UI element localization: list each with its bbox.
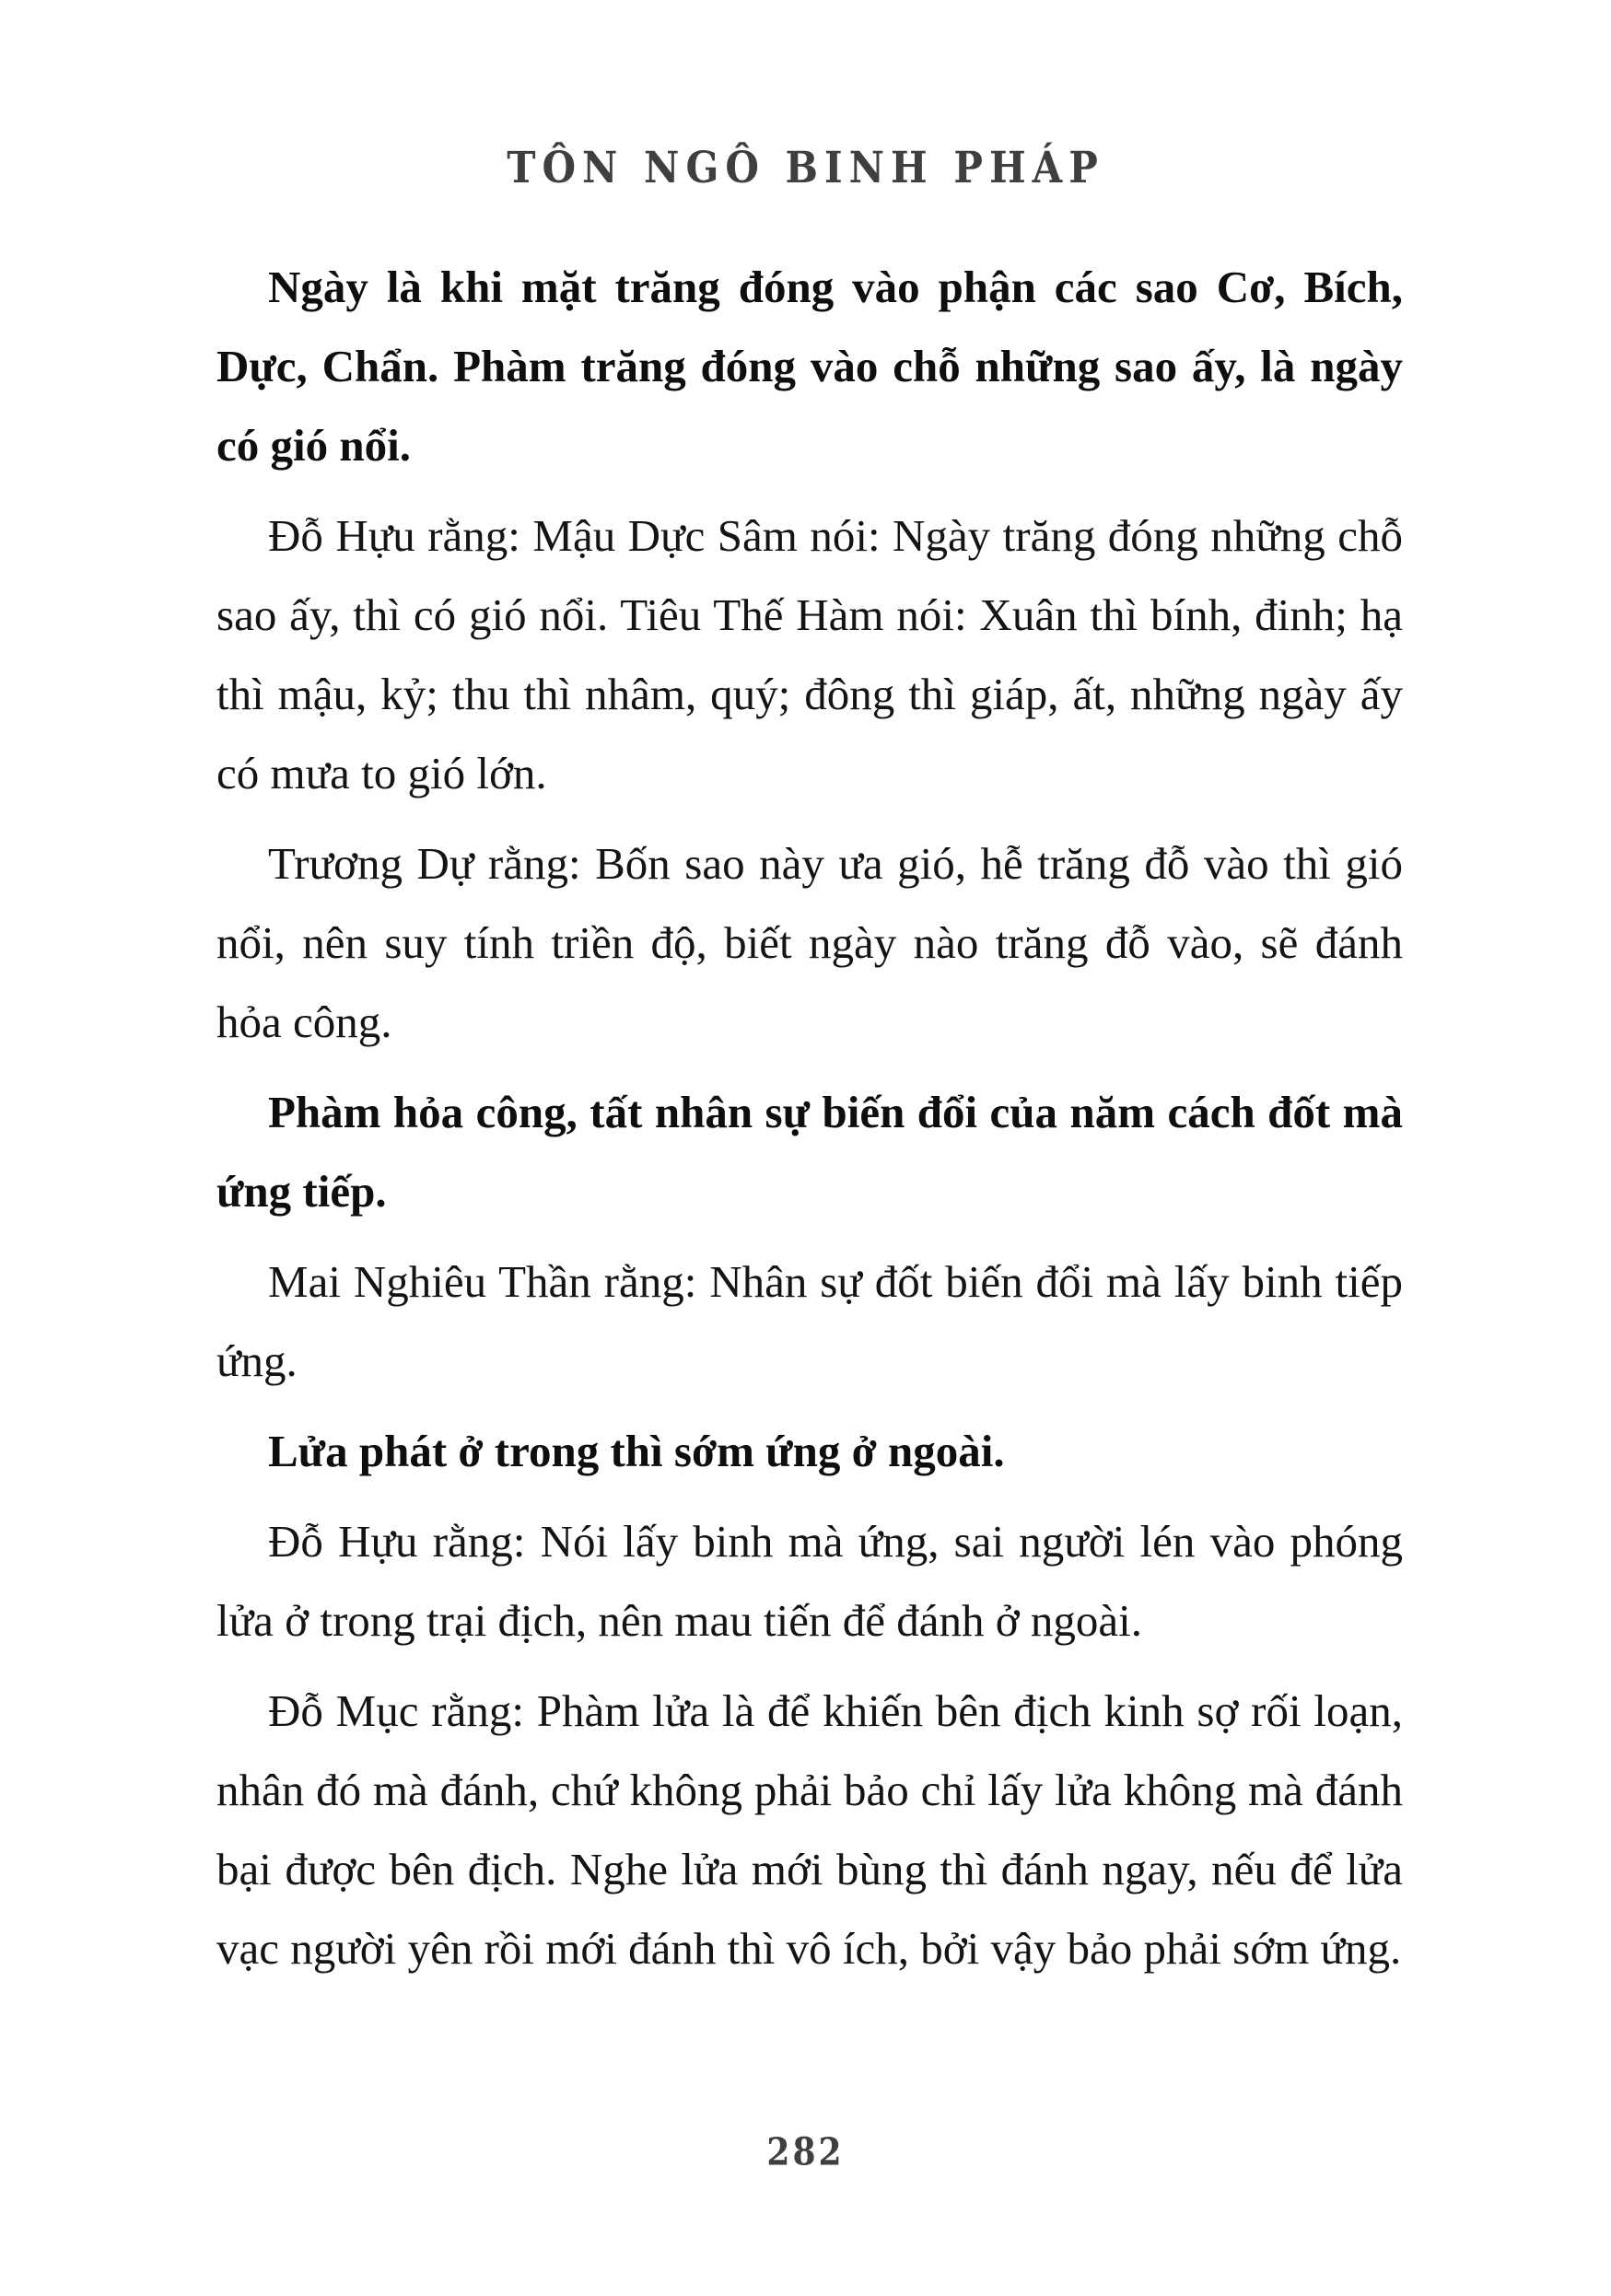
body-paragraph: Phàm hỏa công, tất nhân sự biến đổi của năm cách đốt mà ứng tiếp. <box>216 1087 1403 1217</box>
body-paragraph: Lửa phát ở trong thì sớm ứng ở ngoài. <box>268 1426 1005 1476</box>
body-paragraph: Đỗ Hựu rằng: Mậu Dực Sâm nói: Ngày trăng đóng những chỗ sao ấy, thì có gió nổi. Tiêu Thế Hàm nói: Xuân thì bính, đinh; hạ thì mậu, kỷ; thu thì nhâm, quý; đông thì giáp, ất, những ngày ấy có mưa to gió lớn. <box>216 510 1403 798</box>
body-paragraph: Trương Dự rằng: Bốn sao này ưa gió, hễ trăng đỗ vào thì gió nổi, nên suy tính triền độ, biết ngày nào trăng đỗ vào, sẽ đánh hỏa công. <box>216 838 1403 1047</box>
body-paragraph: Đỗ Hựu rằng: Nói lấy binh mà ứng, sai người lén vào phóng lửa ở trong trại địch, nên mau tiến để đánh ở ngoài. <box>216 1516 1403 1646</box>
body-paragraph: Đỗ Mục rằng: Phàm lửa là để khiến bên địch kinh sợ rối loạn, nhân đó mà đánh, chứ không phải bảo chỉ lấy lửa không mà đánh bại được bên địch. Nghe lửa mới bùng thì đánh ngay, nếu để lửa vạc người yên rồi mới đánh thì vô ích, bởi vậy bảo phải sớm ứng. <box>216 1685 1403 1974</box>
running-head-title: TÔN NGÔ BINH PHÁP <box>507 142 1104 193</box>
text-block <box>216 248 1403 1988</box>
body-paragraph: Mai Nghiêu Thần rằng: Nhân sự đốt biến đổi mà lấy binh tiếp ứng. <box>216 1256 1403 1386</box>
page-number: 282 <box>766 2129 845 2174</box>
body-paragraph: Ngày là khi mặt trăng đóng vào phận các sao Cơ, Bích, Dực, Chẩn. Phàm trăng đóng vào chỗ những sao ấy, là ngày có gió nổi. <box>216 262 1403 471</box>
